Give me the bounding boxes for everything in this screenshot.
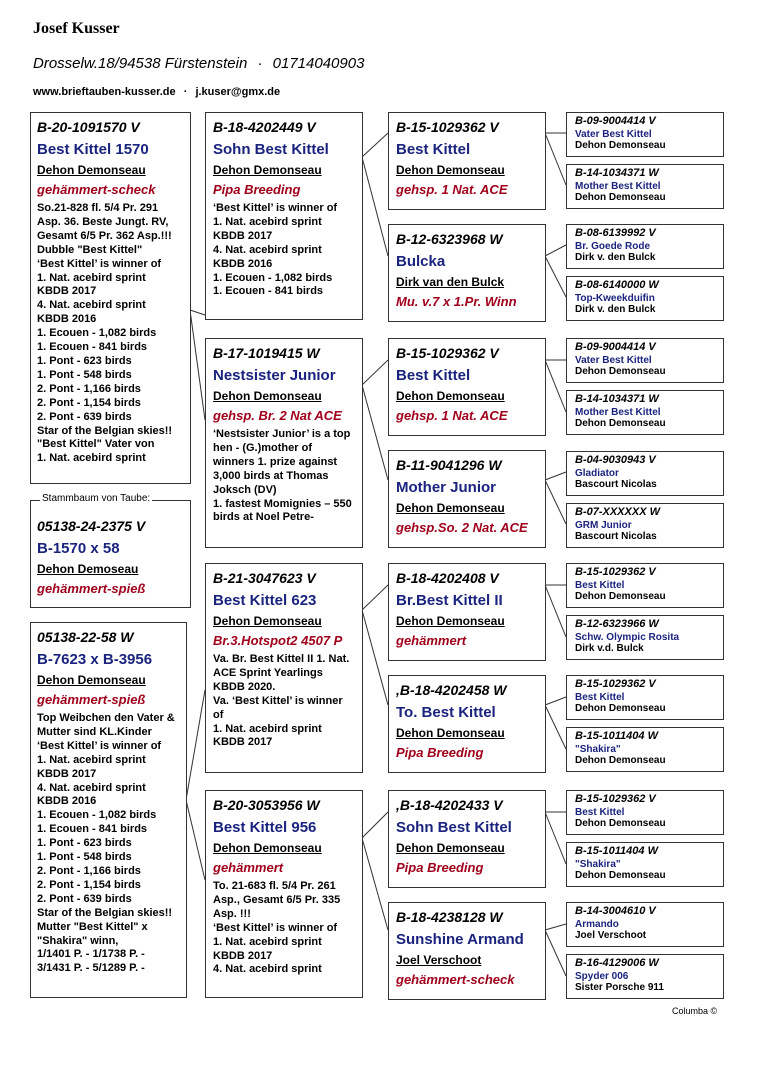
ggp-breeder: Dirk v.d. Bulck — [575, 643, 644, 654]
ggp-breeder: Dehon Demonseau — [575, 755, 666, 766]
ggp-ring: B-14-1034371 W — [575, 393, 659, 405]
parent-name: Sohn Best Kittel — [213, 141, 329, 158]
grandparent-color: gehämmert — [396, 633, 467, 648]
great-grandparent-card — [566, 902, 724, 947]
parent-color: gehsp. Br. 2 Nat ACE — [213, 408, 342, 423]
great-grandparent-card — [566, 112, 724, 157]
pedigree-id-card — [30, 500, 191, 608]
ggp-breeder: Joel Verschoot — [575, 930, 647, 941]
grandparent-card — [388, 338, 546, 436]
ggp-name: Vater Best Kittel — [575, 129, 652, 140]
grandparent-breeder: Joel Verschoot — [396, 953, 482, 967]
ggp-ring: B-12-6323966 W — [575, 618, 659, 630]
ggp-ring: B-15-1011404 W — [575, 845, 658, 857]
ggp-name: GRM Junior — [575, 520, 632, 531]
ggp-name: "Shakira" — [575, 744, 621, 755]
pedigree2-color: gehämmert-spieß — [37, 692, 146, 707]
great-grandparent-card — [566, 727, 724, 772]
parent-description: To. 21-683 fl. 5/4 Pr. 261 Asp., Gesamt 6/5 Pr. 335 Asp. !!! ‘Best Kittel’ is winner of 1. Nat. acebird sprint KBDB 2017 4. Nat. acebird sprint — [213, 880, 341, 976]
great-grandparent-card — [566, 224, 724, 269]
ggp-breeder: Dirk v. den Bulck — [575, 252, 656, 263]
pigeon-color: gehämmert-scheck — [37, 182, 156, 197]
grandparent-ring: B-18-4238128 W — [396, 909, 503, 925]
ggp-ring: B-15-1029362 V — [575, 678, 656, 690]
great-grandparent-card — [566, 954, 724, 999]
parent-breeder: Dehon Demonseau — [213, 614, 322, 628]
ggp-ring: B-08-6140000 W — [575, 279, 659, 291]
grandparent-breeder: Dehon Demonseau — [396, 614, 505, 628]
grandparent-name: Mother Junior — [396, 479, 496, 496]
pigeon-description: So.21-828 fl. 5/4 Pr. 291 Asp. 36. Beste Jungt. RV, Gesamt 6/5 Pr. 362 Asp.!!! Dubble "Best Kittel" ‘Best Kittel’ is winner of 1. Nat. acebird sprint KBDB 2017 4. Nat. acebird sprint KBDB 2016 1. Ecouen - 1,082 birds 1. Ecouen - 841 birds 1. Pont - 623 birds 1. Pont - 548 birds 2. Pont - 1,166 birds 2. Pont - 1,154 birds 2. Pont - 639 birds Star of the Belgian skies!! "Best Kittel" Vater von 1. Nat. acebird sprint — [37, 202, 173, 465]
grandparent-ring: B-11-9041296 W — [396, 457, 502, 473]
pigeon-card — [30, 112, 191, 484]
ggp-name: Mother Best Kittel — [575, 181, 661, 192]
ggp-breeder: Dehon Demonseau — [575, 703, 666, 714]
ggp-breeder: Bascourt Nicolas — [575, 479, 657, 490]
grandparent-ring: ,B-18-4202458 W — [396, 682, 507, 698]
ggp-name: Best Kittel — [575, 580, 625, 591]
grandparent-breeder: Dirk van den Bulck — [396, 275, 505, 289]
grandparent-name: Br.Best Kittel II — [396, 592, 503, 609]
grandparent-color: gehsp. 1 Nat. ACE — [396, 408, 508, 423]
great-grandparent-card — [566, 390, 724, 435]
ggp-name: Best Kittel — [575, 692, 625, 703]
separator: · — [183, 86, 188, 98]
ggp-name: Armando — [575, 919, 619, 930]
great-grandparent-card — [566, 615, 724, 660]
grandparent-ring: B-12-6323968 W — [396, 231, 503, 247]
grandparent-card — [388, 112, 546, 210]
ggp-breeder: Sister Porsche 911 — [575, 982, 664, 993]
grandparent-card — [388, 563, 546, 661]
ggp-name: Spyder 006 — [575, 971, 629, 982]
grandparent-ring: B-15-1029362 V — [396, 345, 499, 361]
parent-breeder: Dehon Demonseau — [213, 389, 322, 403]
pedigree2-ring: 05138-22-58 W — [37, 629, 134, 645]
pigeon-name: Best Kittel 1570 — [37, 141, 149, 158]
grandparent-name: Sohn Best Kittel — [396, 819, 512, 836]
pedigree-second-card — [30, 622, 187, 998]
grandparent-breeder: Dehon Demonseau — [396, 163, 505, 177]
parent-name: Nestsister Junior — [213, 367, 336, 384]
parent-breeder: Dehon Demonseau — [213, 841, 322, 855]
grandparent-card — [388, 902, 546, 1000]
ggp-ring: B-09-9004414 V — [575, 341, 656, 353]
website-link[interactable]: www.brieftauben-kusser.de — [33, 86, 176, 98]
grandparent-breeder: Dehon Demonseau — [396, 841, 505, 855]
ggp-breeder: Dehon Demonseau — [575, 140, 666, 151]
ggp-name: Mother Best Kittel — [575, 407, 661, 418]
ggp-ring: B-09-9004414 V — [575, 115, 656, 127]
parent-description: ‘Nestsister Junior’ is a top hen - (G.)mother of winners 1. prize against 3,000 birds at Thomas Joksch (DV) 1. fastest Momignies – 550 birds at Noel Petre- — [213, 428, 352, 524]
ggp-ring: B-16-4129006 W — [575, 957, 659, 969]
parent-description: ‘Best Kittel’ is winner of 1. Nat. acebird sprint KBDB 2017 4. Nat. acebird sprint KBDB 2016 1. Ecouen - 1,082 birds 1. Ecouen - 841 birds — [213, 202, 338, 298]
ggp-name: Br. Goede Rode — [575, 241, 651, 252]
ggp-ring: B-08-6139992 V — [575, 227, 656, 239]
parent-ring: B-18-4202449 V — [213, 119, 316, 135]
parent-card — [205, 790, 363, 998]
parent-ring: B-20-3053956 W — [213, 797, 320, 813]
pedigree2-breeder: Dehon Demonseau — [37, 673, 146, 687]
parent-color: gehämmert — [213, 860, 284, 875]
grandparent-card — [388, 450, 546, 548]
grandparent-card — [388, 675, 546, 773]
ggp-name: Gladiator — [575, 468, 619, 479]
grandparent-color: gehsp. 1 Nat. ACE — [396, 182, 508, 197]
grandparent-name: Bulcka — [396, 253, 446, 270]
grandparent-name: To. Best Kittel — [396, 704, 496, 721]
parent-card — [205, 338, 363, 548]
grandparent-color: Pipa Breeding — [396, 860, 484, 875]
grandparent-name: Best Kittel — [396, 367, 471, 384]
grandparent-color: Mu. v.7 x 1.Pr. Winn — [396, 294, 517, 309]
separator: · — [257, 55, 263, 72]
parent-ring: B-21-3047623 V — [213, 570, 316, 586]
grandparent-breeder: Dehon Demonseau — [396, 501, 505, 515]
ggp-name: Schw. Olympic Rosita — [575, 632, 680, 643]
grandparent-color: gehämmert-scheck — [396, 972, 515, 987]
parent-color: Pipa Breeding — [213, 182, 301, 197]
parent-name: Best Kittel 623 — [213, 592, 317, 609]
email-link[interactable]: j.kuser@gmx.de — [195, 86, 281, 98]
parent-ring: B-17-1019415 W — [213, 345, 320, 361]
grandparent-ring: B-18-4202408 V — [396, 570, 499, 586]
ggp-ring: B-15-1029362 V — [575, 566, 656, 578]
phone: 01714040903 — [272, 55, 365, 72]
parent-breeder: Dehon Demonseau — [213, 163, 322, 177]
grandparent-name: Best Kittel — [396, 141, 471, 158]
great-grandparent-card — [566, 276, 724, 321]
great-grandparent-card — [566, 164, 724, 209]
ggp-ring: B-07-XXXXXX W — [575, 506, 660, 518]
ggp-ring: B-14-1034371 W — [575, 167, 659, 179]
great-grandparent-card — [566, 451, 724, 496]
ggp-name: Vater Best Kittel — [575, 355, 652, 366]
ggp-breeder: Dehon Demonseau — [575, 366, 666, 377]
parent-card — [205, 563, 363, 773]
ggp-name: Top-Kweekduifin — [575, 293, 655, 304]
ggp-ring: B-15-1029362 V — [575, 793, 656, 805]
breeder-name: Josef Kusser — [33, 20, 120, 37]
pigeon-breeder: Dehon Demonseau — [37, 163, 146, 177]
pedigree2-name: B-7623 x B-3956 — [37, 651, 153, 668]
great-grandparent-card — [566, 563, 724, 608]
address: Drosselw.18/94538 Fürstenstein — [33, 55, 248, 72]
pedigree-breeder: Dehon Demoseau — [37, 562, 139, 576]
grandparent-breeder: Dehon Demonseau — [396, 726, 505, 740]
grandparent-color: Pipa Breeding — [396, 745, 484, 760]
ggp-breeder: Dehon Demonseau — [575, 818, 666, 829]
great-grandparent-card — [566, 842, 724, 887]
ggp-name: Best Kittel — [575, 807, 625, 818]
grandparent-breeder: Dehon Demonseau — [396, 389, 505, 403]
pedigree-name: B-1570 x 58 — [37, 540, 120, 557]
pedigree-ring: 05138-24-2375 V — [37, 518, 146, 534]
great-grandparent-card — [566, 790, 724, 835]
grandparent-ring: ,B-18-4202433 V — [396, 797, 503, 813]
grandparent-name: Sunshine Armand — [396, 931, 524, 948]
great-grandparent-card — [566, 675, 724, 720]
footer-credit: Columba © — [672, 1006, 718, 1016]
ggp-breeder: Dehon Demonseau — [575, 591, 666, 602]
ggp-ring: B-14-3004610 V — [575, 905, 656, 917]
ggp-breeder: Bascourt Nicolas — [575, 531, 657, 542]
grandparent-color: gehsp.So. 2 Nat. ACE — [396, 520, 528, 535]
pigeon-ring: B-20-1091570 V — [37, 119, 140, 135]
stammbaum-label: Stammbaum von Taube: — [42, 493, 151, 504]
parent-card — [205, 112, 363, 320]
parent-color: Br.3.Hotspot2 4507 P — [213, 633, 343, 648]
ggp-breeder: Dehon Demonseau — [575, 192, 666, 203]
grandparent-ring: B-15-1029362 V — [396, 119, 499, 135]
great-grandparent-card — [566, 338, 724, 383]
pedigree-color: gehämmert-spieß — [37, 581, 146, 596]
great-grandparent-card — [566, 503, 724, 548]
ggp-name: "Shakira" — [575, 859, 621, 870]
parent-name: Best Kittel 956 — [213, 819, 317, 836]
grandparent-card — [388, 790, 546, 888]
ggp-ring: B-04-9030943 V — [575, 454, 656, 466]
ggp-breeder: Dehon Demonseau — [575, 418, 666, 429]
pedigree2-description: Top Weibchen den Vater & Mutter sind KL.Kinder ‘Best Kittel’ is winner of 1. Nat. acebird sprint KBDB 2017 4. Nat. acebird sprint KBDB 2016 1. Ecouen - 1,082 birds 1. Ecouen - 841 birds 1. Pont - 623 birds 1. Pont - 548 birds 2. Pont - 1,166 birds 2. Pont - 1,154 birds 2. Pont - 639 birds Star of the Belgian skies!! Mutter "Best Kittel" x "Shakira" winn, 1/1401 P. - 1/1738 P. - 3/1431 P. - 5/1289 P. - — [37, 712, 175, 975]
grandparent-card — [388, 224, 546, 322]
ggp-breeder: Dirk v. den Bulck — [575, 304, 656, 315]
ggp-ring: B-15-1011404 W — [575, 730, 658, 742]
ggp-breeder: Dehon Demonseau — [575, 870, 666, 881]
parent-description: Va. Br. Best Kittel II 1. Nat. ACE Sprint Yearlings KBDB 2020. Va. ‘Best Kittel’ is winner of 1. Nat. acebird sprint KBDB 2017 — [213, 653, 350, 749]
